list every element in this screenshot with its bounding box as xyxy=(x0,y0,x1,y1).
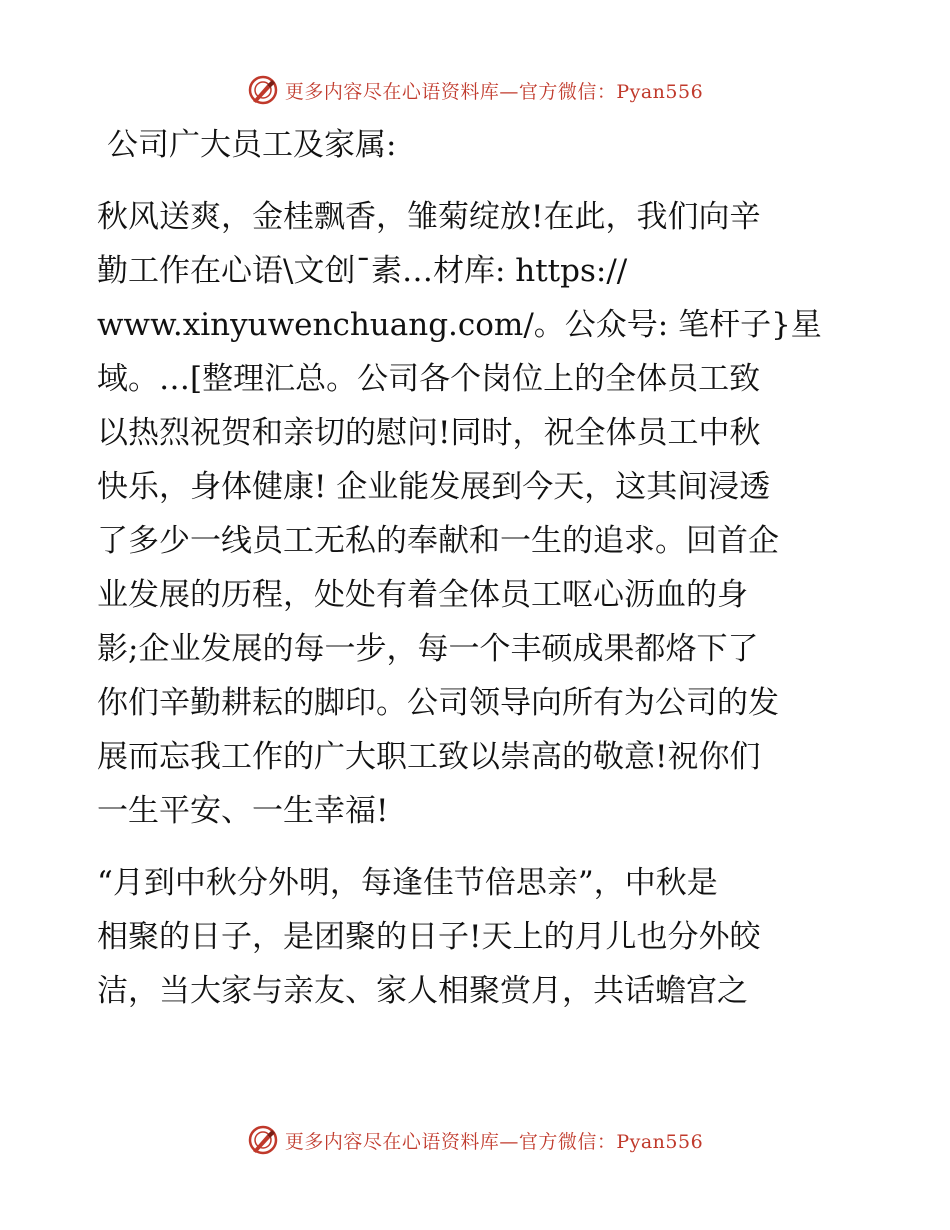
banner-message: 更多内容尽在心语资料库—官方微信： xyxy=(284,80,617,103)
paragraph-line: 勤工作在心语\文创¯素…材库: https:// xyxy=(97,253,628,289)
paragraph-line: 快乐，身体健康! 企业能发展到今天，这其间浸透 xyxy=(97,469,771,505)
paragraph-line: 你们辛勤耕耘的脚印。公司领导向所有为公司的发 xyxy=(97,685,779,721)
paragraph-line: 域。…[整理汇总。公司各个岗位上的全体员工致 xyxy=(97,361,761,397)
header-banner xyxy=(0,70,950,110)
paragraph-2 xyxy=(97,856,857,1018)
pen-logo-icon xyxy=(247,74,279,106)
banner-message: 更多内容尽在心语资料库—官方微信： xyxy=(284,1130,617,1153)
paragraph-line: 展而忘我工作的广大职工致以崇高的敬意!祝你们 xyxy=(97,739,761,775)
paragraph-line: 相聚的日子，是团聚的日子!天上的月儿也分外皎 xyxy=(97,919,761,955)
greeting xyxy=(97,118,857,172)
banner-text xyxy=(285,77,703,104)
banner-wechat-id: Pyan556 xyxy=(616,80,704,103)
paragraph-line: 业发展的历程，处处有着全体员工呕心沥血的身 xyxy=(97,577,748,613)
pen-logo-icon xyxy=(247,1124,279,1156)
banner-text xyxy=(285,1127,703,1154)
paragraph-line: www.xinyuwenchuang.com/。公众号: 笔杆子}星 xyxy=(97,307,822,343)
banner-wechat-id: Pyan556 xyxy=(616,1130,704,1153)
paragraph-line: 洁，当大家与亲友、家人相聚赏月，共话蟾宫之 xyxy=(97,973,748,1009)
greeting-line: 公司广大员工及家属: xyxy=(107,127,397,163)
paragraph-line: “月到中秋分外明，每逢佳节倍思亲”，中秋是 xyxy=(97,865,718,901)
paragraph-1 xyxy=(97,190,857,838)
paragraph-line: 以热烈祝贺和亲切的慰问!同时，祝全体员工中秋 xyxy=(97,415,761,451)
paragraph-line: 一生平安、一生幸福! xyxy=(97,793,389,829)
paragraph-line: 了多少一线员工无私的奉献和一生的追求。回首企 xyxy=(97,523,779,559)
document-body xyxy=(97,118,857,1018)
paragraph-line: 秋风送爽，金桂飘香，雏菊绽放!在此，我们向辛 xyxy=(97,199,761,235)
footer-banner xyxy=(0,1120,950,1160)
paragraph-line: 影;企业发展的每一步，每一个丰硕成果都烙下了 xyxy=(97,631,759,667)
